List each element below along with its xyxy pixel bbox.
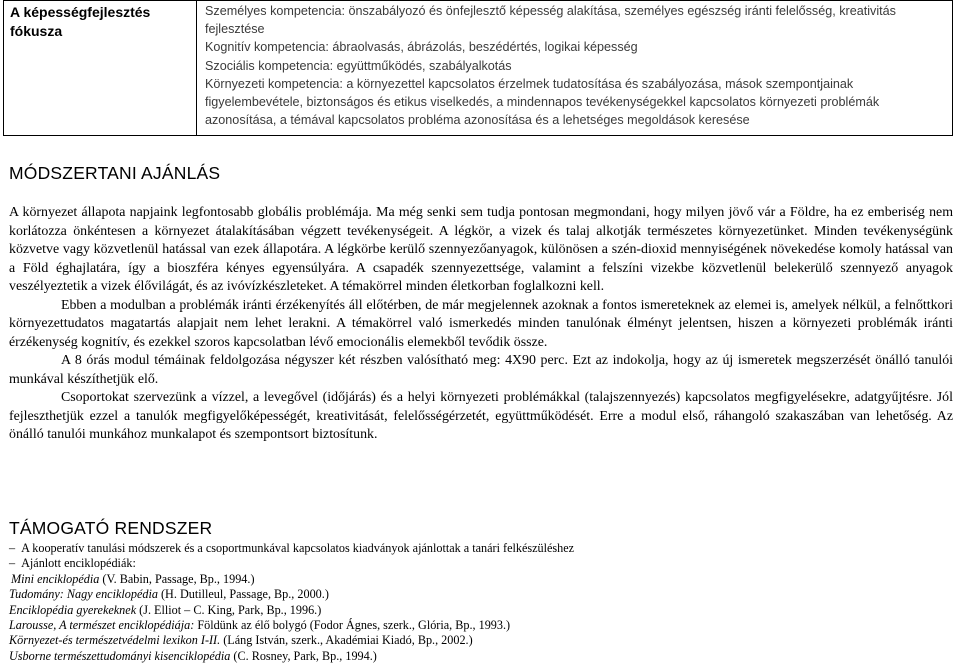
support-item-cooperative: – A kooperatív tanulási módszerek és a csoportmunkával kapcsolatos kiadványok ajánlottak a tanári felkészüléshez	[9, 541, 953, 556]
reference-details: (Láng István, szerk., Akadémiai Kiadó, Bp., 2002.)	[220, 633, 473, 648]
reference-title: Mini enciklopédia	[11, 571, 100, 586]
support-list	[9, 541, 953, 664]
reference-title: Larousse, A természet enciklopédiája:	[9, 618, 195, 633]
method-heading: MÓDSZERTANI AJÁNLÁS	[9, 163, 221, 183]
reference-details: (H. Dutilleul, Passage, Bp., 2000.)	[157, 587, 329, 602]
method-paragraph-2: Ebben a modulban a problémák iránti érzékenyítés áll előtérben, de már megjelennek azoknak a fontos ismereteknek az elemei is, amelyek nélkül, a felnőttkori környezettudatos magatartás alapjait nem lehet lerakni. A témakörrel való ismerkedés minden tanulónak élményt jelentsen, hiszen a környezeti problémák iránti érzékenység kognitív, és ezekkel szoros kapcsolatban lévő emocionális elemekből tevődik össze.	[9, 297, 953, 350]
method-paragraph-1: A környezet állapota napjaink legfontosabb globális problémája. Ma még senki sem tudja pontosan megmondani, hogy milyen jövő vár a Földre, ha ez emberiség nem korlátozza önkéntesen a környezet átalakításában végzett tevékenységeit. A légkör, a vizek és talaj alkotják természetes környezetünket. Minden tevékenységünk közvetve vagy közvetlenül hatással van ezek állapotára. A légkörbe kerülő szennyezőanyagok, különösen a szén-dioxid mennyiségének növekedése komoly hatással van a Föld éghajlatára, így a bioszféra kényes egyensúlyára. A csapadék szennyezettsége, valamint a felszíni vizekbe közvetlenül belekerülő szennyező anyagok veszélyeztetik a vizek élővilágát, és az ivóvízkészleteket. A témakörrel minden életkorban foglalkozni kell.	[9, 205, 953, 294]
reference-item	[9, 572, 953, 587]
personal-competence-line: Személyes kompetencia: önszabályozó és önfejlesztő képesség alakítása, személyes egészség iránti felelősség, kreativitás fejlesztése	[205, 4, 896, 37]
method-text	[9, 204, 953, 445]
reference-item	[9, 618, 953, 633]
reference-title: Tudomány: Nagy enciklopédia	[9, 587, 158, 602]
method-paragraph-3: A 8 órás modul témáinak feldolgozása négyszer két részben valósítható meg: 4X90 perc. Ezt az indokolja, hogy az új ismeretek megszerzését önálló tanulói munkával készíthetjük elő.	[9, 353, 953, 387]
reference-title: Usborne természettudományi kisenciklopédia	[9, 648, 231, 663]
support-heading: TÁMOGATÓ RENDSZER	[9, 518, 213, 538]
focus-table	[3, 0, 953, 136]
reference-details: (V. Babin, Passage, Bp., 1994.)	[99, 571, 255, 586]
cognitive-competence-line: Kognitív kompetencia: ábraolvasás, ábrázolás, beszédértés, logikai képesség	[205, 40, 638, 55]
reference-details: Földünk az élő bolygó (Fodor Ágnes, szerk., Glória, Bp., 1993.)	[194, 618, 511, 633]
reference-item	[9, 603, 953, 618]
support-item-encyclopedias: – Ajánlott enciklopédiák:	[9, 556, 953, 571]
reference-title: Környezet-és természetvédelmi lexikon I-II.	[9, 633, 221, 648]
focus-content	[197, 1, 953, 136]
reference-details: (C. Rosney, Park, Bp., 1994.)	[230, 648, 377, 663]
reference-item	[9, 587, 953, 602]
reference-details: (J. Elliot – C. King, Park, Bp., 1996.)	[136, 602, 322, 617]
reference-item	[9, 649, 953, 664]
reference-item	[9, 633, 953, 648]
reference-list	[9, 572, 953, 664]
method-paragraph-4: Csoportokat szervezünk a vízzel, a levegővel (időjárás) és a helyi környezeti problémákkal (talajszennyezés) kapcsolatos megfigyelésekre, adatgyűjtésre. Jól fejleszthetjük ezzel a tanulók megfigyelőképességét, kreativitását, felelősségérzetét, együttműködését. Erre a modul első, ráhangoló szakaszában van lehetőség. Az önálló tanulói munkához munkalapot és szempontsort biztosítunk.	[9, 390, 953, 442]
focus-heading: A képességfejlesztés fókusza	[4, 1, 197, 136]
environmental-competence-line: Környezeti kompetencia: a környezettel kapcsolatos érzelmek tudatosítása és szabályozása, mások szempontjainak figyelembevétele, biztonságos és etikus viselkedés, a mindennapos tevékenységekkel kapcsolatos környezeti problémák azonosítása, a témával kapcsolatos probléma azonosítása és a lehetséges megoldások keresése	[205, 76, 880, 128]
social-competence-line: Szociális kompetencia: együttműködés, szabályalkotás	[205, 58, 512, 73]
reference-title: Enciklopédia gyerekeknek	[9, 602, 137, 617]
